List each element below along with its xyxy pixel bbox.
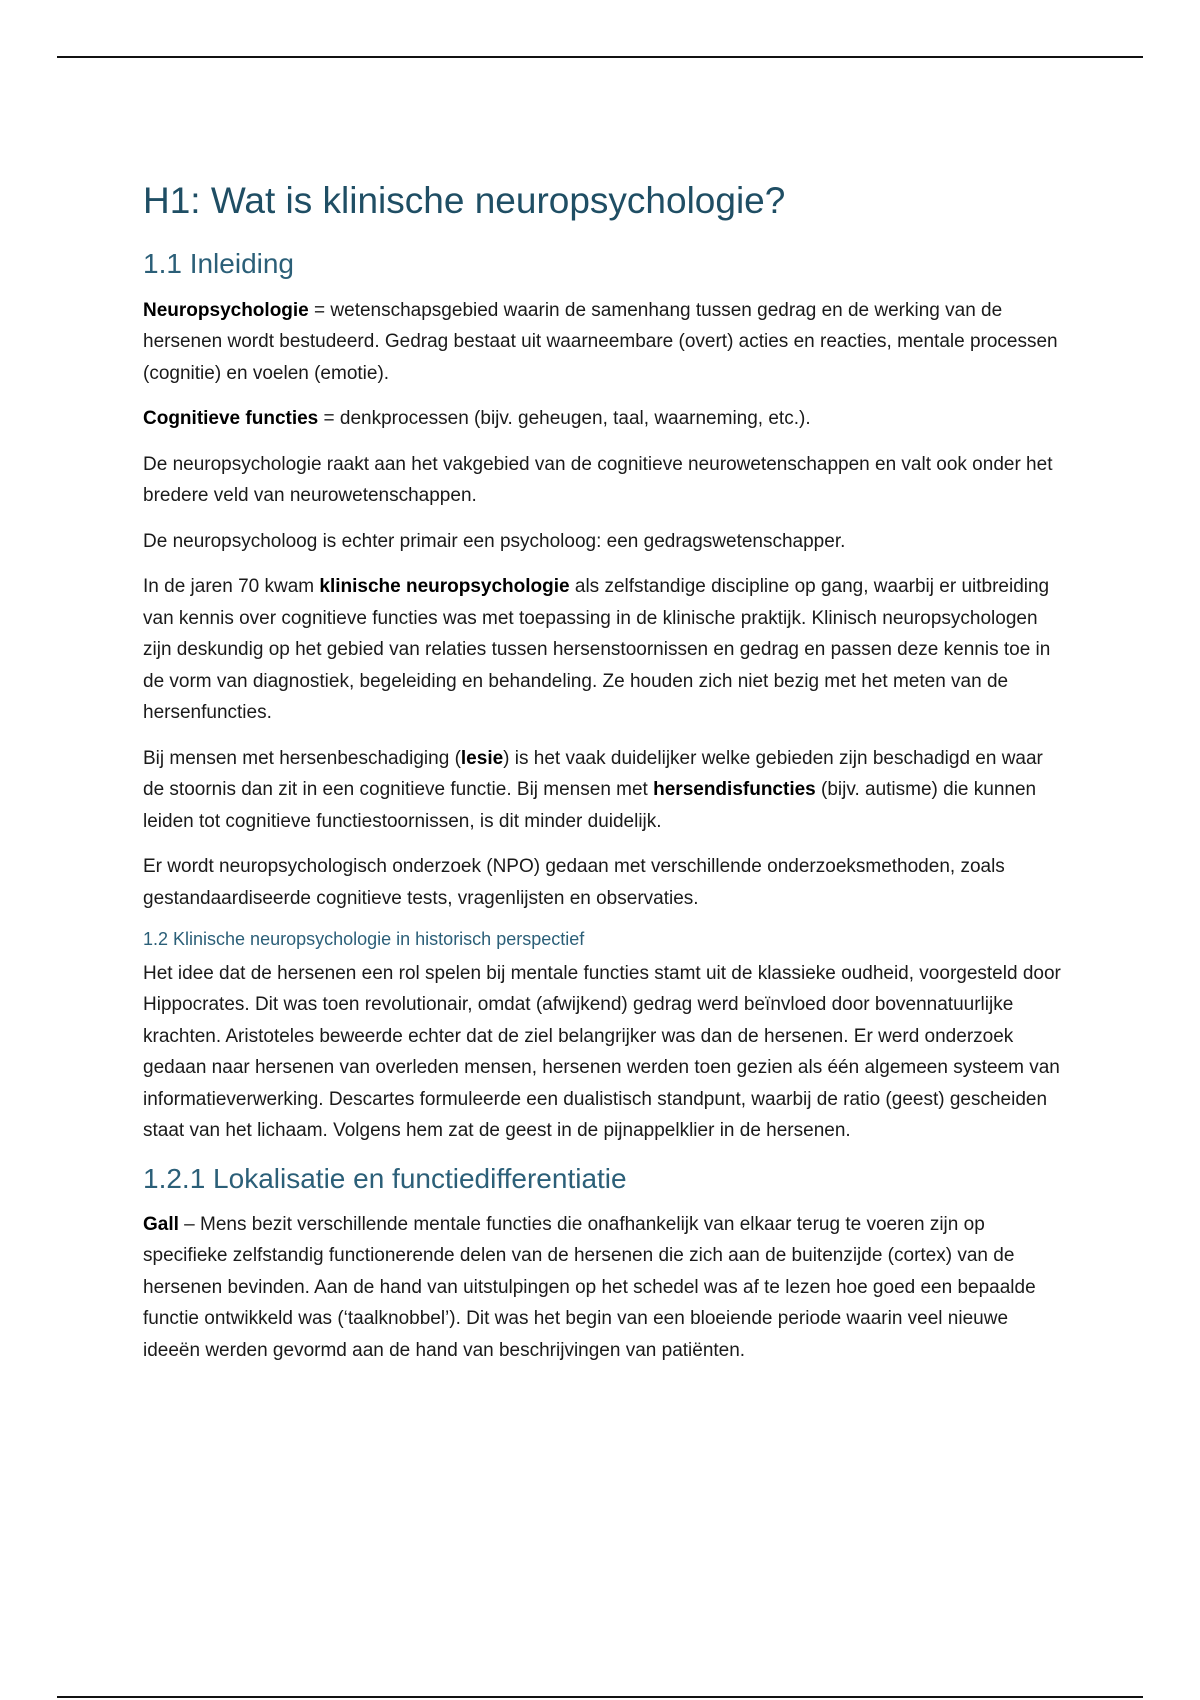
section-heading-1-2-1: 1.2.1 Lokalisatie en functiedifferentiatie bbox=[143, 1162, 627, 1194]
paragraph-gall: Gall – Mens bezit verschillende mentale functies die onafhankelijk van elkaar terug te voeren zijn op specifieke zelfstandig functionerende delen van de hersenen die zich aan de buitenzijde (cortex) van de hersenen bevinden. Aan de hand van uitstulpingen op het schedel was af te lezen hoe goed een bepaalde functie ontwikkeld was (‘taalknobbel’). Dit was het begin van een bloeiende periode waarin veel nieuwe ideeën werden gevormd aan de hand van beschrijvingen van patiënten. bbox=[143, 1213, 1036, 1361]
paragraph-historisch: Het idee dat de hersenen een rol spelen bij mentale functies stamt uit de klassieke oudheid, voorgesteld door Hippocrates. Dit was toen revolutionair, omdat (afwijkend) gedrag werd beïnvloed door bovennatuurlijke krachten. Aristoteles beweerde echter dat de ziel belangrijker was dan de hersenen. Er werd onderzoek gedaan naar hersenen van overleden mensen, hersenen werden toen gezien als één algemeen systeem van informatieverwerking. Descartes formuleerde een dualistisch standpunt, waarbij de ratio (geest) gescheiden staat van het lichaam. Volgens hem zat de geest in de pijnappelklier in de hersenen. bbox=[143, 962, 1061, 1142]
paragraph-cognitieve-functies: Cognitieve functies = denkprocessen (bijv. geheugen, taal, waarneming, etc.). bbox=[143, 408, 811, 430]
paragraph-gedragswetenschapper: De neuropsycholoog is echter primair een psycholoog: een gedragswetenschapper. bbox=[143, 530, 846, 552]
paragraph-npo: Er wordt neuropsychologisch onderzoek (NPO) gedaan met verschillende onderzoeksmethoden, zoals gestandaardiseerde cognitieve tests, vragenlijsten en observaties. bbox=[143, 856, 1005, 909]
paragraph-klinische-neuropsychologie: In de jaren 70 kwam klinische neuropsychologie als zelfstandige discipline op gang, waarbij er uitbreiding van kennis over cognitieve functies was met toepassing in de klinische praktijk. Klinisch neuropsychologen zijn deskundig op het gebied van relaties tussen hersenstoornissen en gedrag en passen deze kennis toe in de vorm van diagnostiek, begeleiding en behandeling. Ze houden zich niet bezig met het meten van de hersenfuncties. bbox=[143, 576, 1051, 724]
term-neuropsychologie: Neuropsychologie bbox=[143, 299, 309, 321]
term-klinische-neuropsychologie: klinische neuropsychologie bbox=[319, 576, 570, 598]
paragraph-lesie: Bij mensen met hersenbeschadiging (lesie) is het vaak duidelijker welke gebieden zijn beschadigd en waar de stoornis dan zit in een cognitieve functie. Bij mensen met hersendisfuncties (bijv. autisme) die kunnen leiden tot cognitieve functiestoornissen, is dit minder duidelijk. bbox=[143, 747, 1043, 832]
section-heading-1-1: 1.1 Inleiding bbox=[143, 248, 295, 280]
term-gall: Gall bbox=[143, 1213, 179, 1235]
paragraph-vakgebied: De neuropsychologie raakt aan het vakgebied van de cognitieve neurowetenschappen en valt ook onder het bredere veld van neurowetenschappen. bbox=[143, 453, 1053, 507]
section-heading-1-2: 1.2 Klinische neuropsychologie in historisch perspectief bbox=[143, 929, 585, 950]
paragraph-neuropsychologie: Neuropsychologie = wetenschapsgebied waarin de samenhang tussen gedrag en de werking van de hersenen wordt bestudeerd. Gedrag bestaat uit waarneembare (overt) acties en reacties, mentale processen (cognitie) en voelen (emotie). bbox=[143, 299, 1058, 384]
term-lesie: lesie bbox=[460, 747, 504, 769]
term-cognitieve-functies: Cognitieve functies bbox=[143, 408, 319, 430]
document-body bbox=[143, 178, 1063, 1380]
chapter-title: H1: Wat is klinische neuropsychologie? bbox=[143, 180, 786, 221]
bottom-rule bbox=[57, 1696, 1143, 1698]
term-hersendisfuncties: hersendisfuncties bbox=[653, 779, 816, 801]
top-rule bbox=[57, 56, 1143, 58]
